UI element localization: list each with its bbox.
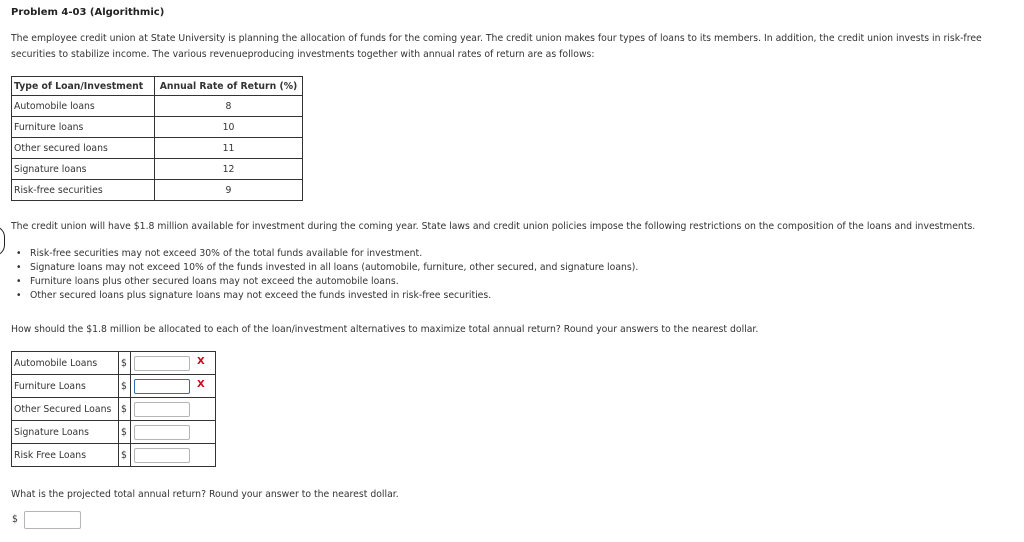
margin-bracket-decoration	[0, 226, 5, 256]
header-rate: Annual Rate of Return (%)	[155, 77, 303, 96]
automobile-loans-input[interactable]	[134, 356, 190, 371]
row-rate: 8	[155, 96, 303, 117]
total-return-question: What is the projected total annual return? Round your answer to the nearest dollar.	[11, 489, 399, 500]
answer-label: Signature Loans	[12, 421, 119, 444]
row-rate: 10	[155, 117, 303, 138]
other-secured-loans-input[interactable]	[134, 402, 190, 417]
currency-symbol: $	[119, 352, 131, 375]
allocation-question: How should the $1.8 million be allocated to each of the loan/investment alternatives to maximize total annual return? Round your answers to the nearest dollar.	[11, 324, 759, 335]
answer-row-signature	[12, 421, 216, 444]
furniture-loans-input[interactable]	[134, 379, 190, 394]
row-type: Risk-free securities	[12, 180, 155, 201]
rates-table	[11, 76, 303, 201]
answer-row-risk-free	[12, 444, 216, 467]
bullet-icon: •	[16, 290, 22, 301]
total-return-input[interactable]	[24, 511, 81, 529]
answer-label: Other Secured Loans	[12, 398, 119, 421]
answers-table	[11, 351, 216, 467]
bullet-icon: •	[16, 276, 22, 287]
restriction-text: Signature loans may not exceed 10% of the funds invested in all loans (automobile, furniture, other secured, and signature loans).	[30, 262, 639, 273]
restriction-text: Other secured loans plus signature loans may not exceed the funds invested in risk-free securities.	[30, 290, 492, 301]
incorrect-x-icon: X	[197, 355, 205, 367]
list-item	[14, 247, 638, 261]
currency-symbol: $	[12, 514, 18, 525]
table-row	[12, 138, 303, 159]
table-row	[12, 96, 303, 117]
table-row	[12, 159, 303, 180]
bullet-icon: •	[16, 262, 22, 273]
answer-label: Automobile Loans	[12, 352, 119, 375]
answer-row-furniture	[12, 375, 216, 398]
answer-label: Risk Free Loans	[12, 444, 119, 467]
bullet-icon: •	[16, 248, 22, 259]
restrictions-list	[14, 247, 638, 303]
table-row	[12, 180, 303, 201]
answer-label: Furniture Loans	[12, 375, 119, 398]
row-rate: 9	[155, 180, 303, 201]
answer-row-automobile	[12, 352, 216, 375]
row-rate: 12	[155, 159, 303, 180]
currency-symbol: $	[119, 375, 131, 398]
header-type: Type of Loan/Investment	[12, 77, 155, 96]
problem-intro: The employee credit union at State University is planning the allocation of funds for the coming year. The credit union makes four types of loans to its members. In addition, the credit union invests in risk-free securities to stabilize income. The various revenueproducing investments together with annual rates of return are as follows:	[11, 33, 982, 60]
list-item	[14, 289, 638, 303]
row-type: Automobile loans	[12, 96, 155, 117]
signature-loans-input[interactable]	[134, 425, 190, 440]
funds-paragraph: The credit union will have $1.8 million available for investment during the coming year. State laws and credit union policies impose the following restrictions on the composition of the loans and investments.	[11, 221, 976, 232]
table-row	[12, 117, 303, 138]
list-item	[14, 261, 638, 275]
row-type: Signature loans	[12, 159, 155, 180]
currency-symbol: $	[119, 398, 131, 421]
risk-free-loans-input[interactable]	[134, 448, 190, 463]
answer-row-other-secured	[12, 398, 216, 421]
rates-header-row	[12, 77, 303, 96]
incorrect-x-icon: X	[197, 378, 205, 390]
row-type: Furniture loans	[12, 117, 155, 138]
restriction-text: Risk-free securities may not exceed 30% of the total funds available for investment.	[30, 248, 423, 259]
currency-symbol: $	[119, 444, 131, 467]
currency-symbol: $	[119, 421, 131, 444]
row-type: Other secured loans	[12, 138, 155, 159]
problem-title: Problem 4-03 (Algorithmic)	[11, 7, 165, 18]
row-rate: 11	[155, 138, 303, 159]
restriction-text: Furniture loans plus other secured loans may not exceed the automobile loans.	[30, 276, 399, 287]
list-item	[14, 275, 638, 289]
